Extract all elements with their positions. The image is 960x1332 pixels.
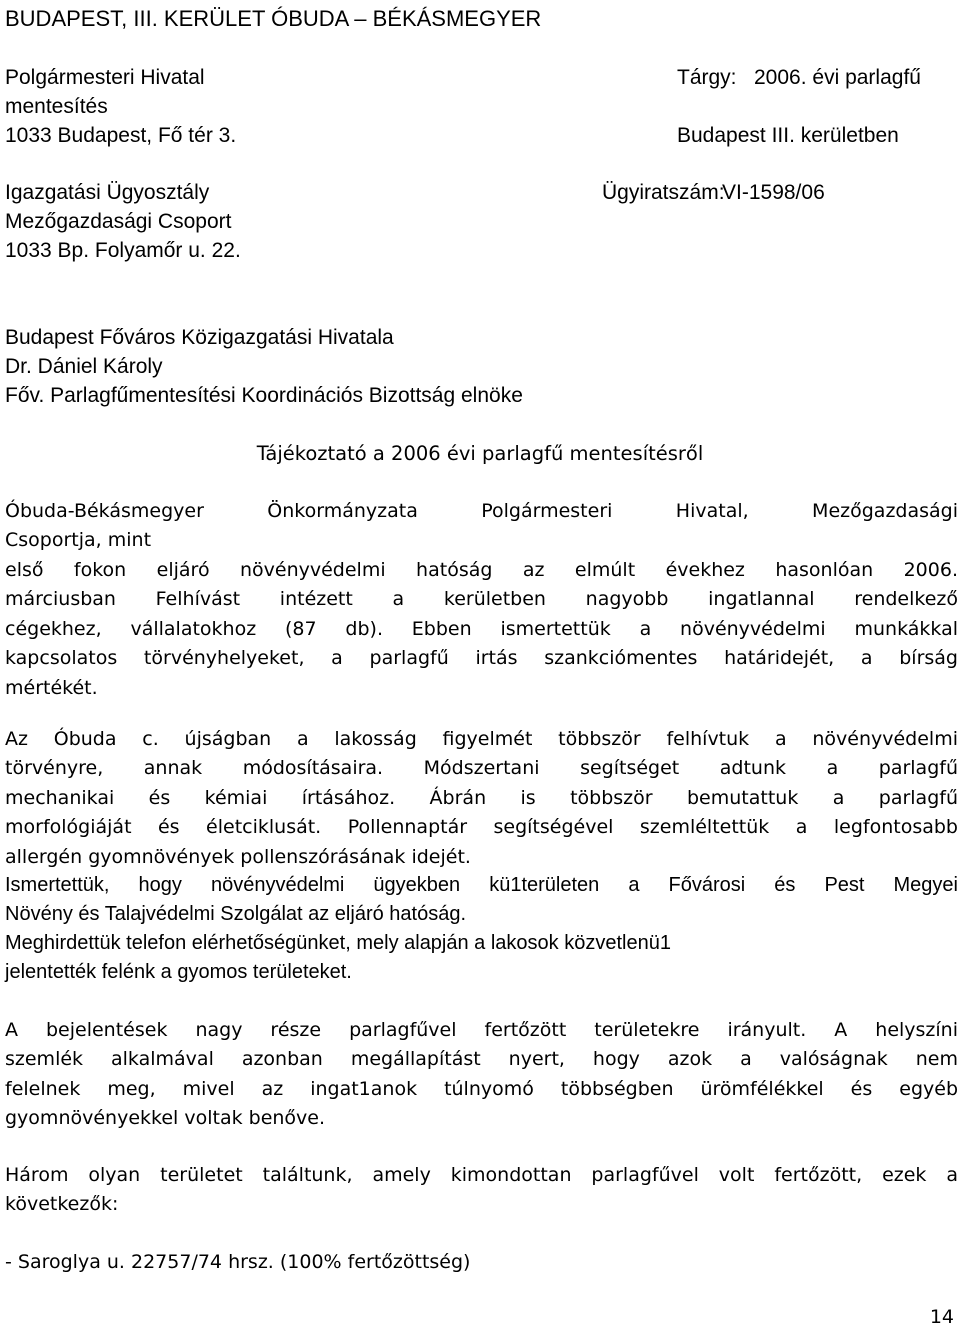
sender-dept-line1: Igazgatási Ügyosztály — [5, 181, 210, 204]
sender-dept-line2: Mezőgazdasági Csoport — [5, 210, 232, 233]
paragraph-line: A bejelentések nagy része parlagfűvel fertőzött területekre irányult. A helyszíni — [5, 1019, 958, 1041]
sender-office-line2: mentesítés — [5, 95, 108, 118]
paragraph-line: Óbuda-Békásmegyer Önkormányzata Polgármesteri Hivatal, Mezőgazdasági — [5, 500, 958, 522]
page-title: BUDAPEST, III. KERÜLET ÓBUDA – BÉKÁSMEGYER — [5, 6, 542, 31]
paragraph-line: cégekhez, vállalatokhoz (87 db). Ebben ismertettük a növényvédelmi munkákkal — [5, 618, 958, 640]
paragraph-line: Az Óbuda c. újságban a lakosság figyelmét többször felhívtuk a növényvédelmi — [5, 728, 958, 750]
paragraph-line: szemlék alkalmával azonban megállapítást nyert, hogy azok a valóságnak nem — [5, 1048, 958, 1070]
subject-value: 2006. évi parlagfű — [754, 66, 921, 89]
sender-dept-address: 1033 Bp. Folyamőr u. 22. — [5, 239, 241, 262]
paragraph-line: felelnek meg, mivel az ingat1anok túlnyomó többségben ürömfélékkel és egyéb — [5, 1078, 958, 1100]
paragraph-line: morfológiáját és életciklusát. Pollennaptár segítségével szemléltettük a legfontosabb — [5, 816, 958, 838]
paragraph-line: mértékét. — [5, 677, 98, 699]
paragraph-line: Növény és Talajvédelmi Szolgálat az eljáró hatóság. — [5, 903, 467, 925]
paragraph-line: Csoportja, mint — [5, 529, 152, 551]
paragraph-line: jelentették felénk a gyomos területeket. — [5, 961, 352, 983]
paragraph-line: mechanikai és kémiai írtásához. Ábrán is többször bemutattuk a parlagfű — [5, 787, 958, 809]
page-number: 14 — [929, 1306, 954, 1328]
sender-office-line1: Polgármesteri Hivatal — [5, 66, 205, 89]
paragraph-line: törvényre, annak módosításaira. Módszertani segítséget adtunk a parlagfű — [5, 757, 958, 779]
paragraph-line: gyomnövényekkel voltak benőve. — [5, 1107, 326, 1129]
subject-line2: Budapest III. kerületben — [677, 124, 899, 147]
recipient-line3: Főv. Parlagfűmentesítési Koordinációs Bizottság elnöke — [5, 384, 523, 407]
paragraph-line: Ismertettük, hogy növényvédelmi ügyekben kü1területen a Fővárosi és Pest Megyei — [5, 874, 958, 896]
case-number-value: VI-1598/06 — [722, 181, 825, 204]
paragraph-line: allergén gyomnövények pollenszórásának idejét. — [5, 846, 471, 868]
paragraph-line: következők: — [5, 1193, 119, 1215]
recipient-line1: Budapest Főváros Közigazgatási Hivatala — [5, 326, 394, 349]
case-number-label: Ügyiratszám: — [602, 181, 725, 204]
paragraph-line: márciusban Felhívást intézett a kerületben nagyobb ingatlannal rendelkező — [5, 588, 958, 610]
paragraph-line: Meghirdettük telefon elérhetőségünket, mely alapján a lakosok közvetlenü1 — [5, 932, 671, 954]
list-item: - Saroglya u. 22757/74 hrsz. (100% fertőzöttség) — [5, 1251, 471, 1273]
paragraph-line: kapcsolatos törvényhelyeket, a parlagfű irtás szankciómentes határidejét, a bírság — [5, 647, 958, 669]
subject-label: Tárgy: — [677, 66, 737, 89]
document-heading: Tájékoztató a 2006 évi parlagfű mentesítésről — [256, 442, 704, 465]
paragraph-line: első fokon eljáró növényvédelmi hatóság az elmúlt évekhez hasonlóan 2006. — [5, 559, 958, 581]
recipient-line2: Dr. Dániel Károly — [5, 355, 163, 378]
paragraph-line: Három olyan területet találtunk, amely kimondottan parlagfűvel volt fertőzött, ezek a — [5, 1164, 958, 1186]
sender-office-address: 1033 Budapest, Fő tér 3. — [5, 124, 237, 147]
